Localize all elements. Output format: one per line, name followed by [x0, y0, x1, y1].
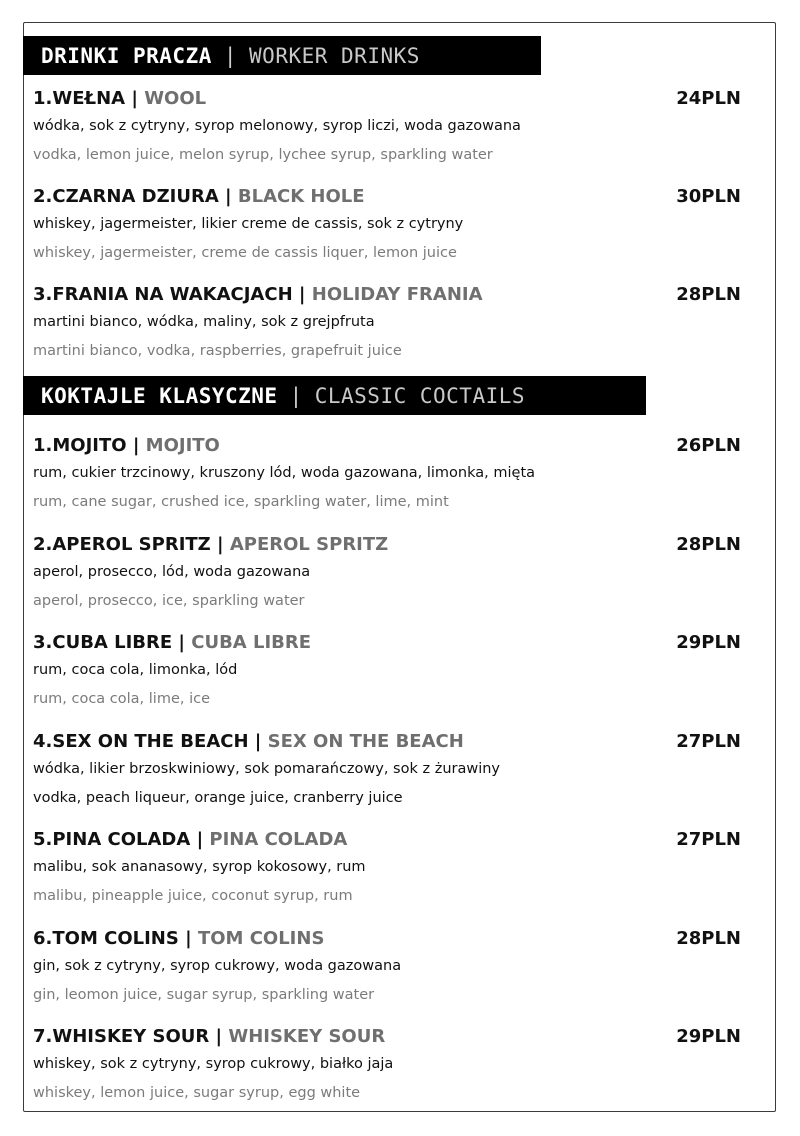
section-title-en: CLASSIC COCTAILS — [314, 383, 526, 408]
item-price: 29PLN — [676, 632, 741, 653]
item-name-pl: 3.FRANIA NA WAKACJACH — [33, 284, 293, 305]
item-name-en: SEX ON THE BEACH — [267, 731, 464, 752]
item-name-pl: 3.CUBA LIBRE — [33, 632, 173, 653]
item-title: 4.SEX ON THE BEACH | SEX ON THE BEACH — [33, 731, 464, 752]
item-ingredients-en: gin, leomon juice, sugar syrup, sparkling water — [33, 987, 375, 1003]
menu-item-frania-na-wakacjach — [33, 282, 743, 362]
section-separator: | — [289, 383, 303, 408]
menu-item-mojito — [33, 433, 743, 513]
section-separator: | — [223, 43, 238, 68]
item-title: 3.FRANIA NA WAKACJACH | HOLIDAY FRANIA — [33, 284, 483, 305]
item-title: 3.CUBA LIBRE | CUBA LIBRE — [33, 632, 312, 653]
item-title: 7.WHISKEY SOUR | WHISKEY SOUR — [33, 1026, 386, 1047]
item-price: 29PLN — [676, 1026, 741, 1047]
item-name-en: WOOL — [144, 88, 207, 109]
section-title-en: WORKER DRINKS — [249, 43, 420, 68]
item-ingredients-pl: whiskey, jagermeister, likier creme de cassis, sok z cytryny — [33, 216, 464, 232]
item-title: 5.PINA COLADA | PINA COLADA — [33, 829, 348, 850]
item-ingredients-en: martini bianco, vodka, raspberries, grapefruit juice — [33, 343, 402, 359]
item-ingredients-en: aperol, prosecco, ice, sparkling water — [33, 593, 305, 609]
item-ingredients-en: vodka, lemon juice, melon syrup, lychee syrup, sparkling water — [33, 147, 493, 163]
item-title: 1.MOJITO | MOJITO — [33, 435, 220, 456]
item-price: 28PLN — [676, 534, 741, 555]
item-name-en: HOLIDAY FRANIA — [311, 284, 483, 305]
item-price: 26PLN — [676, 435, 741, 456]
menu-item-cuba-libre — [33, 630, 743, 710]
section-header-worker-drinks — [23, 36, 541, 75]
item-name-pl: 1.WEŁNA — [33, 88, 126, 109]
menu-item-pina-colada — [33, 827, 743, 907]
item-title: 6.TOM COLINS | TOM COLINS — [33, 928, 325, 949]
menu-item-aperol-spritz — [33, 532, 743, 612]
item-ingredients-pl: gin, sok z cytryny, syrop cukrowy, woda gazowana — [33, 958, 402, 974]
menu-item-welna — [33, 86, 743, 166]
item-ingredients-pl: wódka, likier brzoskwiniowy, sok pomarańczowy, sok z żurawiny — [33, 761, 501, 777]
item-name-en: APEROL SPRITZ — [229, 534, 389, 555]
item-title: 1.WEŁNA | WOOL — [33, 88, 207, 109]
item-name-en: WHISKEY SOUR — [228, 1026, 386, 1047]
item-ingredients-en: rum, coca cola, lime, ice — [33, 691, 211, 707]
item-ingredients-pl: rum, cukier trzcinowy, kruszony lód, woda gazowana, limonka, mięta — [33, 465, 536, 481]
item-ingredients-en: whiskey, lemon juice, sugar syrup, egg white — [33, 1085, 361, 1101]
item-name-en: BLACK HOLE — [237, 186, 365, 207]
item-name-pl: 4.SEX ON THE BEACH — [33, 731, 249, 752]
item-ingredients-pl: whiskey, sok z cytryny, syrop cukrowy, białko jaja — [33, 1056, 394, 1072]
item-name-pl: 6.TOM COLINS — [33, 928, 179, 949]
item-name-pl: 2.APEROL SPRITZ — [33, 534, 211, 555]
menu-item-tom-colins — [33, 926, 743, 1006]
item-ingredients-en: vodka, peach liqueur, orange juice, cranberry juice — [33, 790, 403, 806]
item-title: 2.APEROL SPRITZ | APEROL SPRITZ — [33, 534, 389, 555]
item-ingredients-en: malibu, pineapple juice, coconut syrup, rum — [33, 888, 353, 904]
item-price: 28PLN — [676, 284, 741, 305]
item-ingredients-pl: martini bianco, wódka, maliny, sok z grejpfruta — [33, 314, 375, 330]
menu-item-whiskey-sour — [33, 1024, 743, 1104]
item-name-en: TOM COLINS — [197, 928, 325, 949]
section-header-classic-coctails — [23, 376, 646, 415]
item-ingredients-pl: rum, coca cola, limonka, lód — [33, 662, 238, 678]
item-title: 2.CZARNA DZIURA | BLACK HOLE — [33, 186, 365, 207]
item-price: 30PLN — [676, 186, 741, 207]
item-price: 28PLN — [676, 928, 741, 949]
item-name-pl: 5.PINA COLADA — [33, 829, 191, 850]
item-ingredients-en: whiskey, jagermeister, creme de cassis liquer, lemon juice — [33, 245, 457, 261]
item-ingredients-pl: wódka, sok z cytryny, syrop melonowy, syrop liczi, woda gazowana — [33, 118, 521, 134]
item-ingredients-pl: malibu, sok ananasowy, syrop kokosowy, rum — [33, 859, 366, 875]
item-name-en: PINA COLADA — [209, 829, 348, 850]
item-name-pl: 1.MOJITO — [33, 435, 127, 456]
item-name-en: CUBA LIBRE — [191, 632, 312, 653]
item-name-pl: 7.WHISKEY SOUR — [33, 1026, 210, 1047]
item-name-pl: 2.CZARNA DZIURA — [33, 186, 219, 207]
item-price: 27PLN — [676, 829, 741, 850]
item-ingredients-pl: aperol, prosecco, lód, woda gazowana — [33, 564, 311, 580]
item-price: 24PLN — [676, 88, 741, 109]
item-name-en: MOJITO — [145, 435, 220, 456]
section-title-pl: KOKTAJLE KLASYCZNE — [41, 383, 278, 408]
menu-item-czarna-dziura — [33, 184, 743, 264]
item-ingredients-en: rum, cane sugar, crushed ice, sparkling water, lime, mint — [33, 494, 449, 510]
item-price: 27PLN — [676, 731, 741, 752]
section-title-pl: DRINKI PRACZA — [41, 43, 212, 68]
menu-item-sex-on-the-beach — [33, 729, 743, 809]
